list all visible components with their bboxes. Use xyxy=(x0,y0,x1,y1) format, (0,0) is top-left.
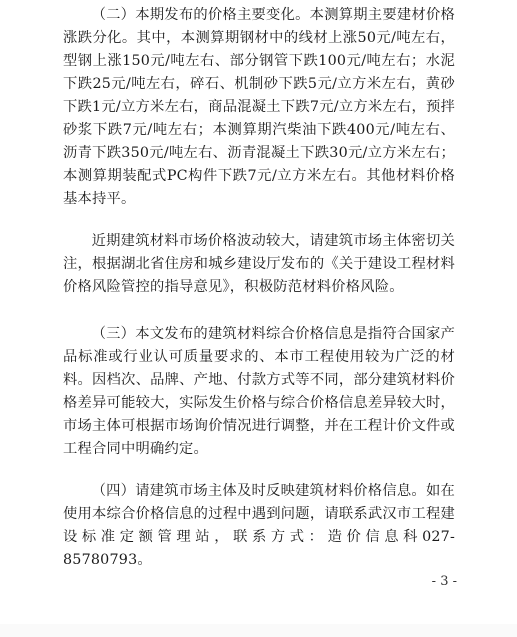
page-bottom-margin xyxy=(0,624,517,637)
page-number: - 3 - xyxy=(431,574,457,589)
paragraph-market-notice: 近期建筑材料市场价格波动较大，请建筑市场主体密切关注，根据湖北省住房和城乡建设厅发布的《关于建设工程材料价格风险管控的指导意见》，积极防范材料价格风险。 xyxy=(63,233,455,295)
paragraph-price-changes: （二）本期发布的价格主要变化。本测算期主要建材价格涨跌分化。其中，本测算期钢材中的线材上涨50元/吨左右，型钢上涨150元/吨左右、部分钢管下跌100元/吨左右；水泥下跌25元/吨左右，碎石、机制砂下跌5元/立方米左右，黄砂下跌1元/立方米左右，商品混凝土下跌7元/立方米左右，预拌砂浆下跌7元/吨左右；本测算期汽柴油下跌400元/吨左右、沥青下跌350元/吨左右、沥青混凝土下跌30元/立方米左右；本测算期装配式PC构件下跌7元/立方米左右。其他材料价格基本持平。 xyxy=(63,7,455,207)
paragraph-price-definition: （三）本文发布的建筑材料综合价格信息是指符合国家产品标准或行业认可质量要求的、本市工程使用较为广泛的材料。因档次、品牌、产地、付款方式等不同，部分建筑材料价格差异可能较大，实际发生价格与综合价格信息差异较大时，市场主体可根据市场询价情况进行调整，并在工程计价文件或工程合同中明确约定。 xyxy=(63,326,455,457)
paragraph-contact-info: （四）请建筑市场主体及时反映建筑材料价格信息。如在使用本综合价格信息的过程中遇到问题，请联系武汉市工程建设标准定额管理站，联系方式：造价信息科027-85780793。 xyxy=(63,483,455,568)
